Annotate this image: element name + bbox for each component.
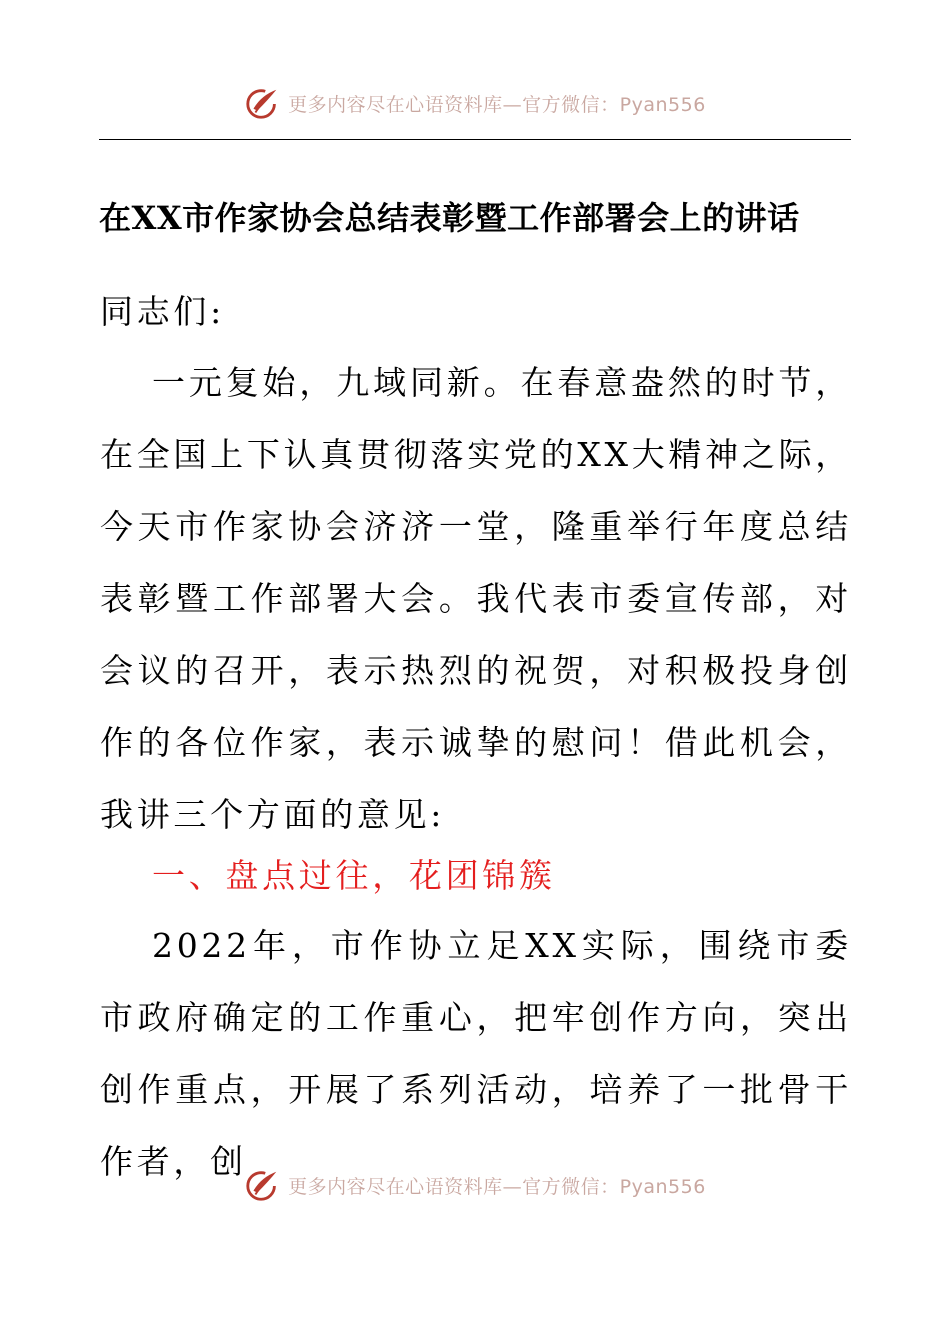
quill-swirl-logo-icon bbox=[244, 1166, 282, 1204]
footer-text bbox=[288, 1172, 706, 1199]
header-text bbox=[288, 90, 706, 117]
header-wechat-id: Pyan556 bbox=[619, 93, 706, 116]
header-divider bbox=[99, 139, 851, 140]
salutation: 同志们: bbox=[100, 292, 225, 331]
paragraph-1: 一元复始，九域同新。在春意盎然的时节，在全国上下认真贯彻落实党的XX大精神之际，今天市作家协会济济一堂，隆重举行年度总结表彰暨工作部署大会。我代表市委宣传部，对会议的召开，表示热烈的祝贺，对积极投身创作的各位作家，表示诚挚的慰问！借此机会，我讲三个方面的意见: bbox=[100, 363, 852, 834]
header-label: 更多内容尽在心语资料库—官方微信： bbox=[288, 93, 620, 116]
quill-swirl-logo-icon bbox=[244, 84, 282, 122]
page-header bbox=[0, 78, 950, 128]
footer-wechat-id: Pyan556 bbox=[619, 1175, 706, 1198]
footer-label: 更多内容尽在心语资料库—官方微信： bbox=[288, 1175, 620, 1198]
section-heading-1: 一、盘点过往，花团锦簇 bbox=[152, 856, 556, 895]
page-footer bbox=[0, 1160, 950, 1210]
paragraph-2: 2022年，市作协立足XX实际，围绕市委市政府确定的工作重心，把牢创作方向，突出创作重点，开展了系列活动，培养了一批骨干作者，创 bbox=[100, 926, 852, 1181]
document-title: 在XX市作家协会总结表彰暨工作部署会上的讲话 bbox=[99, 199, 800, 237]
